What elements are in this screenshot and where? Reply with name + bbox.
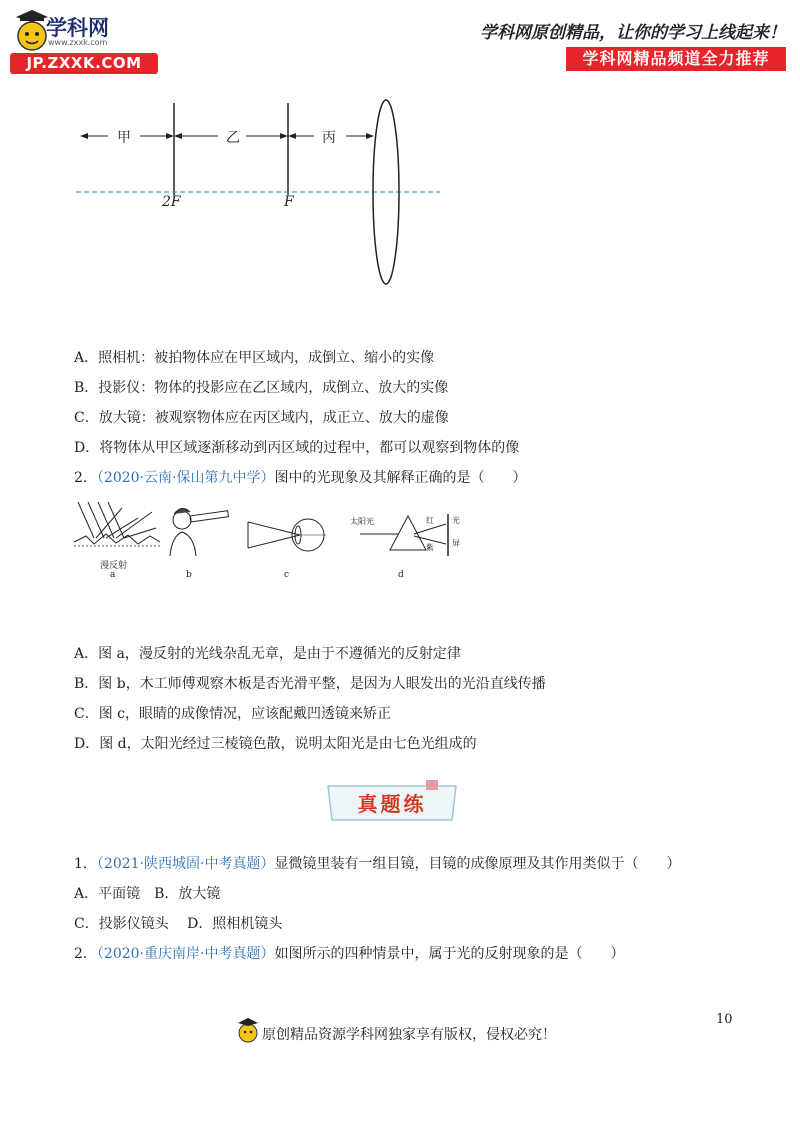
footer-copyright: 原创精品资源学科网独家享有版权，侵权必究！ bbox=[262, 1027, 556, 1043]
q2-stem-line bbox=[74, 468, 526, 488]
region-c-label: 丙 bbox=[322, 130, 336, 146]
region-a-label: 甲 bbox=[117, 130, 131, 146]
figure-a-caption: 漫反射 bbox=[100, 561, 128, 571]
label-f: F bbox=[284, 194, 294, 210]
section-title-box bbox=[322, 780, 462, 824]
figure-d-violet: 紫 bbox=[426, 543, 434, 552]
figure-d-sunlight: 太阳光 bbox=[350, 517, 374, 526]
real-q1-source[interactable]: （2021·陕西城固·中考真题） bbox=[96, 856, 275, 872]
q2-stem: 图中的光现象及其解释正确的是（ ） bbox=[274, 470, 527, 486]
label-2f: 2F bbox=[162, 194, 181, 210]
q1-option-d: D．将物体从甲区域逐渐移动到丙区域的过程中，都可以观察到物体的像 bbox=[74, 440, 520, 456]
q2-option-b: B．图 b，木工师傅观察木板是否光滑平整，是因为人眼发出的光沿直线传播 bbox=[74, 676, 546, 692]
q2-source[interactable]: （2020·云南·保山第九中学） bbox=[96, 470, 275, 486]
section-title: 真题练 bbox=[357, 792, 427, 816]
figure-b-label: b bbox=[186, 570, 192, 580]
header-slogan: 学科网原创精品，让你的学习上线起来！ bbox=[480, 23, 786, 43]
logo-banner[interactable]: JP.ZXXK.COM bbox=[10, 53, 158, 74]
footer-mascot-icon bbox=[236, 1016, 260, 1044]
figure-b-carpenter bbox=[164, 500, 230, 560]
figure-a-label: a bbox=[110, 570, 116, 580]
q2-option-c: C．图 c，眼睛的成像情况，应该配戴凹透镜来矫正 bbox=[74, 706, 392, 722]
real-q1-stem: 显微镜里装有一组目镜，目镜的成像原理及其作用类似于（ ） bbox=[274, 856, 681, 872]
real-q2-number: 2． bbox=[74, 946, 97, 962]
figure-c-eye bbox=[244, 516, 334, 556]
recommend-banner[interactable]: 学科网精品频道全力推荐 bbox=[566, 47, 786, 71]
q2-option-a: A．图 a，漫反射的光线杂乱无章，是由于不遵循光的反射定律 bbox=[74, 646, 461, 662]
lens-diagram bbox=[70, 95, 450, 295]
real-q1-options-row2: C．投影仪镜头 D．照相机镜头 bbox=[74, 916, 283, 932]
real-q1-stem-line bbox=[74, 854, 680, 874]
logo-text: 学科网 bbox=[46, 16, 109, 40]
real-q2-stem: 如图所示的四种情景中，属于光的反射现象的是（ ） bbox=[274, 946, 625, 962]
figure-d-screen: 屏 bbox=[452, 539, 460, 548]
page-number: 10 bbox=[716, 1012, 733, 1027]
figure-d-label: d bbox=[398, 570, 404, 580]
logo-url: www.zxxk.com bbox=[48, 38, 108, 47]
real-q1-number: 1． bbox=[74, 856, 97, 872]
real-q1-options-row1: A．平面镜 B．放大镜 bbox=[74, 886, 221, 902]
figure-a-diffuse-reflection bbox=[72, 498, 162, 558]
q1-option-c: C．放大镜：被观察物体应在丙区域内，成正立、放大的虚像 bbox=[74, 410, 449, 426]
region-b-label: 乙 bbox=[226, 130, 240, 146]
figure-c-label: c bbox=[284, 570, 290, 580]
q1-option-a: A．照相机：被拍物体应在甲区域内，成倒立、缩小的实像 bbox=[74, 350, 435, 366]
q1-option-b: B．投影仪：物体的投影应在乙区域内，成倒立、放大的实像 bbox=[74, 380, 449, 396]
real-q2-source[interactable]: （2020·重庆南岸·中考真题） bbox=[96, 946, 275, 962]
figure-d-red: 红 bbox=[426, 516, 434, 525]
figure-d-light: 光 bbox=[452, 516, 460, 525]
real-q2-stem-line bbox=[74, 944, 624, 964]
q2-number: 2． bbox=[74, 470, 97, 486]
q2-option-d: D．图 d，太阳光经过三棱镜色散，说明太阳光是由七色光组成的 bbox=[74, 736, 477, 752]
